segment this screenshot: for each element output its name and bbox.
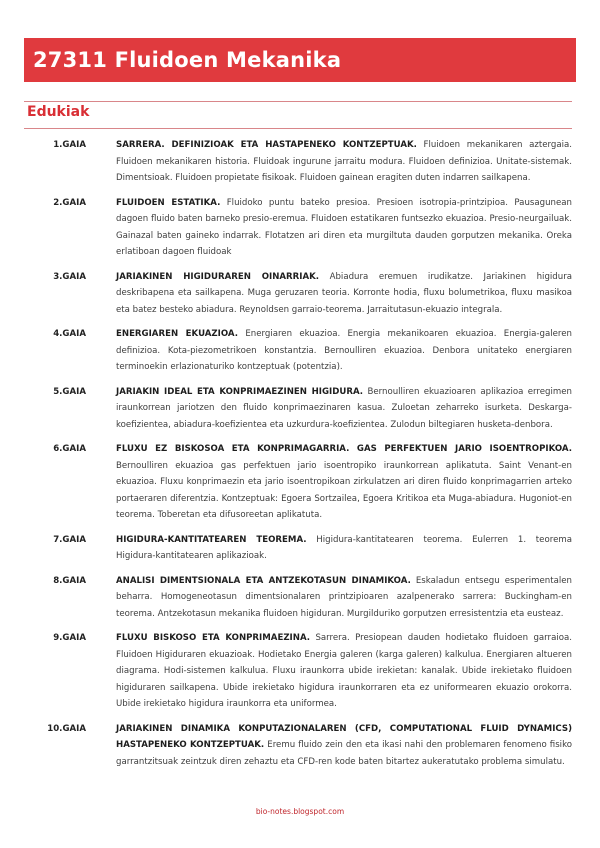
topic-number: 5.GAIA [53, 386, 86, 397]
topic-entry-5 [30, 384, 572, 434]
topic-body: Bernoulliren ekuazioaren aplikazioa erregimen iraunkorrean jariotzen den fluido konprimaezinaren kasua. Zuloetan zeharreko isurketa. Deskarga-koefizientea, abiadura-koefizientea eta uzkurdura-koefizientea. Zulodun biltegiaren husketa-denbora. [116, 386, 573, 430]
topic-entry-8 [30, 573, 572, 623]
topic-body: Eskaladun entsegu esperimentalen beharra. Homogeneotasun dimentsionalaren printzipioaren azalpenerako sarrera: Buckingham-en teorema. Antzekotasun mekanika fluidoen higiduran. Murgilduriko gorputzen erresistentzia eta eusteaz. [116, 575, 572, 619]
topic-heading: ANALISI DIMENTSIONALA ETA ANTZEKOTASUN DINAMIKOA. [116, 575, 411, 586]
topic-list [30, 137, 572, 770]
topic-description [116, 630, 572, 713]
topic-number: 9.GAIA [53, 633, 86, 643]
topic-entry-6 [30, 441, 572, 524]
topic-number: 3.GAIA [53, 271, 86, 282]
topic-body: Abiadura eremuen irudikatze. Jariakinen higidura deskribapena eta sailkapena. Muga geruzaren teoria. Korronte hodia, fluxu bolumetrikoa, fluxu masikoa eta batez besteko abiadura. Reynoldsen garraio-teorema. Jarraitutasun-ekuazio integrala. [116, 271, 572, 315]
topic-description [116, 441, 572, 524]
topic-entry-2 [30, 195, 572, 261]
topic-description [116, 195, 572, 261]
topic-body: Sarrera. Presiopean dauden hodietako fluidoen garraioa. Fluidoen Higiduraren ekuazioak. Hodietako Energia galeren (karga galeren) kalkulua. Energiaren altueren diagrama. Hodi-sistemen kalkulua. Fluxu iraunkorra ubide irekietan: kanalak. Ubide irekietako fluidoen higiduraren sailkapena. Ubide irekietako higidura iraunkorraren eta ez uniformearen ekuazio orokorra. Ubide irekietako higidura iraunkorra eta uniformea. [116, 633, 572, 709]
topic-description [116, 137, 572, 187]
topic-description [116, 326, 572, 376]
topic-heading: HIGIDURA-KANTITATEAREN TEOREMA. [116, 534, 307, 545]
title-banner [24, 38, 576, 82]
topic-entry-7 [30, 532, 572, 565]
topic-entry-9 [30, 630, 572, 713]
topic-number: 2.GAIA [53, 197, 86, 208]
topic-description [116, 269, 572, 319]
topic-body: Bernoulliren ekuazioa gas perfektuen jario isoentropiko iraunkorrean aplikatuta. Saint Venant-en ekuazioa. Fluxu konprimaezin eta jario isoentropikoan zirkulatzen ari diren fluido konprimagarrien arteko portaeraren diferentzia. Kontzeptuak: Egoera Sortzailea, Egoera Kritikoa eta Muga-abiadura. Hugoniot-en teorema. Toberetan eta difusoreetan aplikatuta. [116, 460, 572, 520]
topic-heading: JARIAKINEN HIGIDURAREN OINARRIAK. [116, 271, 320, 282]
topic-heading: FLUIDOEN ESTATIKA. [116, 197, 221, 208]
topic-number: 8.GAIA [53, 575, 86, 586]
topic-entry-10 [30, 721, 572, 771]
section-rule-top [24, 101, 572, 102]
section-rule-bottom [24, 128, 572, 129]
topic-heading: FLUXU EZ BISKOSOA ETA KONPRIMAGARRIA. GAS PERFEKTUEN JARIO ISOENTROPIKOA. [116, 444, 572, 454]
topic-heading: JARIAKINEN DINAMIKA KONPUTAZIONALAREN (CFD, COMPUTATIONAL FLUID DYNAMICS) HASTAPENEKO KONTZEPTUAK. [116, 723, 572, 750]
page-title: 27311 Fluidoen Mekanika [33, 48, 342, 72]
topic-description [116, 721, 572, 771]
topic-number: 4.GAIA [53, 329, 86, 339]
topic-description [116, 573, 572, 623]
topic-number: 6.GAIA [53, 444, 86, 454]
topic-body: Eremu fluido zein den eta ikasi nahi den problemaren fenomeno fisiko garrantzitsuak zeintzuk diren zehaztu eta CFD-ren kode baten bitartez aukeratutako problema simulatu. [116, 740, 573, 767]
topic-entry-4 [30, 326, 572, 376]
topic-entry-1 [30, 137, 572, 187]
topic-number: 7.GAIA [53, 534, 86, 545]
topic-body: Energiaren ekuazioa. Energia mekanikoaren ekuazioa. Energia-galeren definizioa. Kota-piezometrikoen konstantzia. Bernoulliren ekuazioa. Denbora unitateko energiaren terminoekin erlazionaturiko kontzeptuak (potentzia). [116, 329, 572, 372]
topic-heading: ENERGIAREN EKUAZIOA. [116, 329, 239, 339]
section-title: Edukiak [27, 104, 90, 120]
topic-body: Fluidoko puntu bateko presioa. Presioen isotropia-printzipioa. Pausagunean dagoen fluido baten barneko presio-eremua. Fluidoen estatikaren funtsezko ekuazioa. Presio-neurgailuak. Gainazal baten gaineko indarrak. Flotatzen ari diren eta murgiltuta dauden gorputzen mekanika. Oreka erlatiboan dagoen fluidoak [116, 197, 572, 257]
topic-number: 1.GAIA [53, 140, 86, 150]
topic-body: Higidura-kantitatearen teorema. Eulerren 1. teorema Higidura-kantitatearen aplikazioak. [116, 534, 572, 561]
footer-source: bio-notes.blogspot.com [255, 807, 345, 816]
topic-heading: JARIAKIN IDEAL ETA KONPRIMAEZINEN HIGIDURA. [116, 386, 364, 397]
topic-description [116, 532, 572, 565]
topic-body: Fluidoen mekanikaren aztergaia. Fluidoen mekanikaren historia. Fluidoak ingurune jarraitu modura. Fluidoen definizioa. Unitate-sistemak. Dimentsioak. Fluidoen propietate fisikoak. Fluidoen gainean eragiten duten indarren sailkapena. [116, 140, 572, 183]
topic-heading: SARRERA. DEFINIZIOAK ETA HASTAPENEKO KONTZEPTUAK. [116, 140, 417, 150]
topic-heading: FLUXU BISKOSO ETA KONPRIMAEZINA. [116, 633, 311, 643]
topic-entry-3 [30, 269, 572, 319]
topic-number: 10.GAIA [47, 723, 86, 734]
topic-description [116, 384, 572, 434]
